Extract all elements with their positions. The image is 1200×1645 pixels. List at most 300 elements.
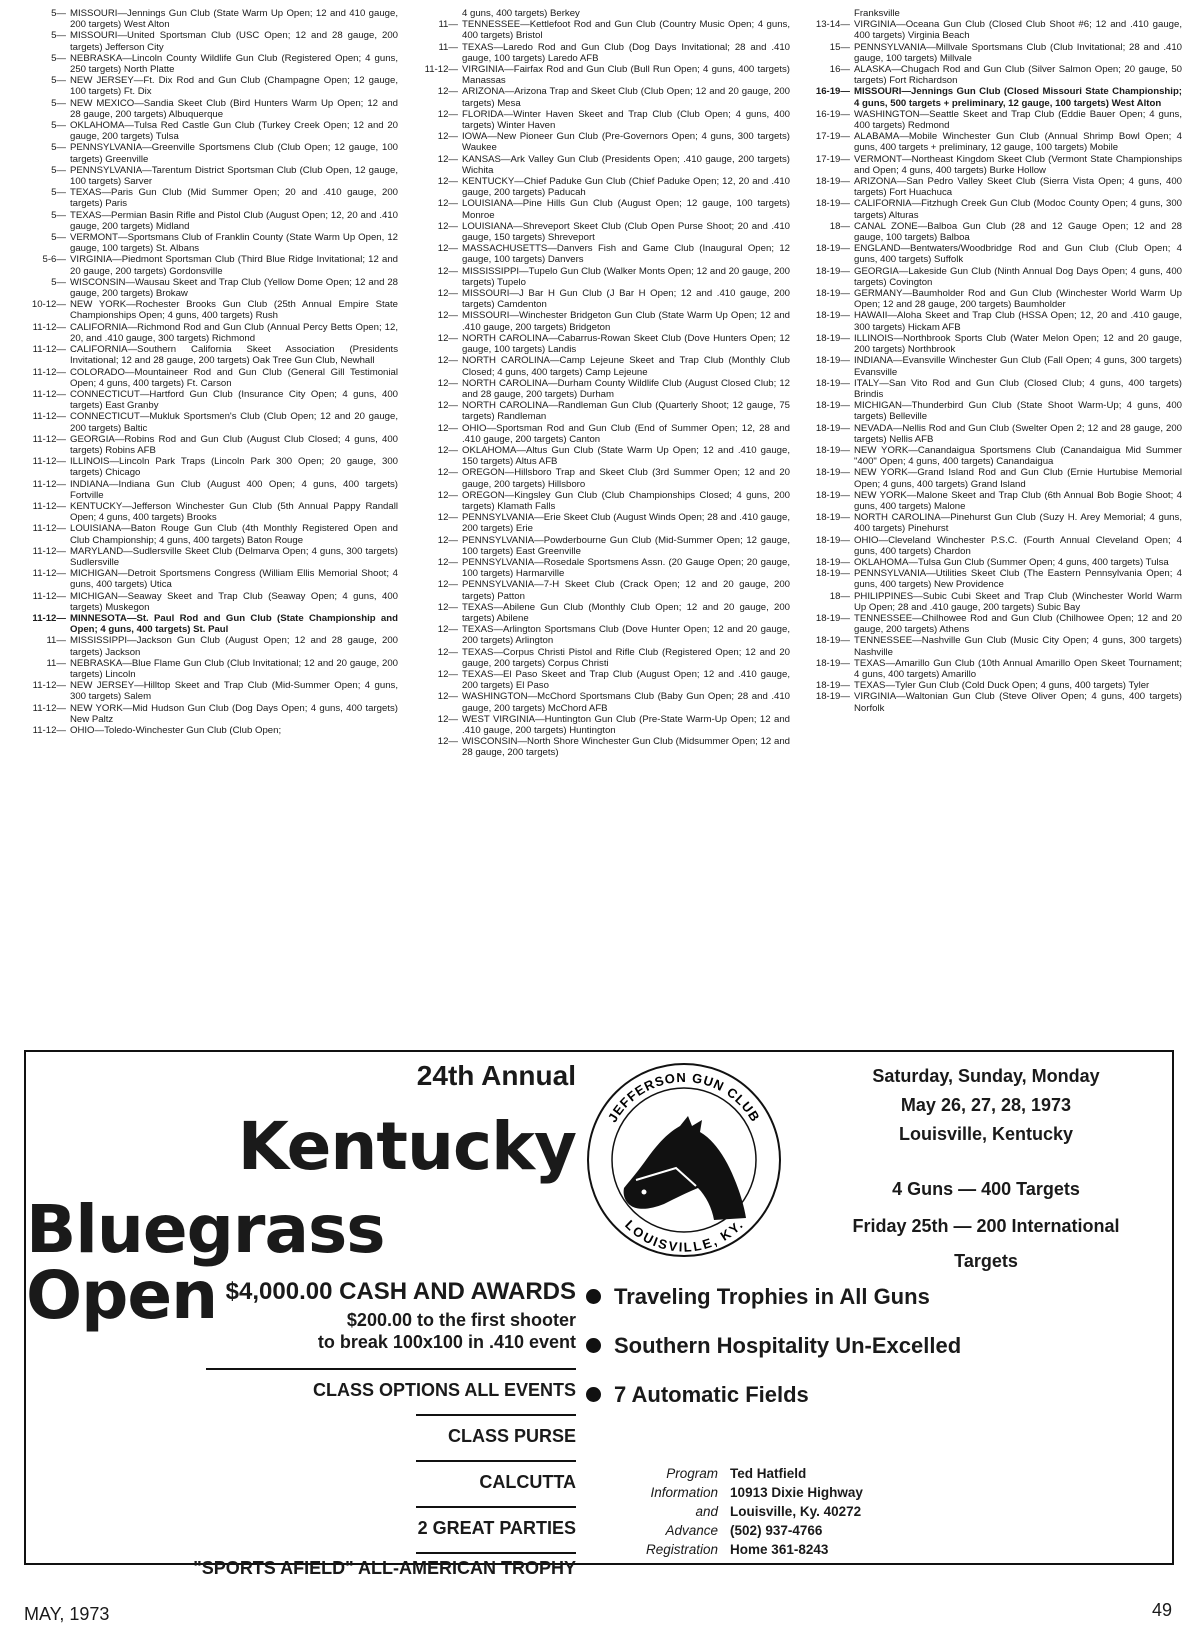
entry-date: 11-12—: [32, 545, 66, 557]
entry-date: 12—: [437, 108, 458, 120]
schedule-entry: [806, 221, 1182, 243]
entry-date: 11-12—: [32, 366, 66, 378]
entry-text: PENNSYLVANIA—Millvale Sportsmans Club (Club Invitational; 28 and .410 gauge, 100 targets) Millvale: [854, 41, 1182, 64]
schedule-entry: [806, 378, 1182, 400]
schedule-entry: [806, 680, 1182, 691]
ad-dates: May 26, 27, 28, 1973: [900, 1095, 1072, 1115]
entry-date: 5—: [51, 276, 66, 288]
entry-date: 11—: [438, 19, 458, 31]
schedule-entry: [22, 725, 398, 736]
entry-text: LOUISIANA—Baton Rouge Gun Club (4th Monthly Registered Open and Club Championship; 4 guns, 400 targets) Baton Rouge: [70, 523, 398, 546]
schedule-entry: [414, 490, 790, 512]
entry-text: TEXAS—El Paso Skeet and Trap Club (August Open; 12 and .410 gauge, 200 targets) El Paso: [462, 668, 790, 692]
ad-prize-line-1: $200.00 to the first shooter: [346, 1310, 576, 1330]
entry-date: 18—: [829, 590, 850, 602]
schedule-entry: [806, 288, 1182, 310]
entry-text: VIRGINIA—Fairfax Rod and Gun Club (Bull Run Open; 4 guns, 400 targets) Manassas: [462, 64, 790, 87]
schedule-entry: [414, 557, 790, 579]
schedule-entry: [806, 557, 1182, 568]
entry-text: CONNECTICUT—Mukluk Sportsmen's Club (Club Open; 12 and 20 gauge, 200 targets) Baltic: [70, 411, 398, 434]
schedule-entry: [22, 8, 398, 30]
entry-date: 18-19—: [815, 568, 850, 580]
schedule-entry: [806, 86, 1182, 108]
contact-label: Advance: [665, 1523, 719, 1538]
entry-date: 11-12—: [32, 500, 66, 512]
schedule-entry: [806, 355, 1182, 377]
entry-date: 18-19—: [815, 444, 850, 456]
entry-date: 5—: [51, 120, 66, 132]
contact-values: [730, 1464, 863, 1559]
entry-text: NEW JERSEY—Ft. Dix Rod and Gun Club (Champagne Open; 12 gauge, 100 targets) Ft. Dix: [70, 75, 398, 98]
entry-text: OREGON—Hillsboro Trap and Skeet Club (3rd Summer Open; 12 and 20 gauge, 200 targets) Hillsboro: [462, 467, 790, 490]
entry-date: 11—: [46, 657, 66, 669]
entry-date: 12—: [437, 131, 458, 143]
schedule-entry: [22, 254, 398, 276]
schedule-entry: [414, 154, 790, 176]
entry-text: TEXAS—Corpus Christi Pistol and Rifle Club (Registered Open; 12 and 20 gauge, 200 targets) Corpus Christi: [462, 646, 790, 669]
entry-date: 11-12—: [32, 680, 66, 692]
entry-date: 12—: [437, 355, 458, 367]
ad-guns-targets: 4 Guns — 400 Targets: [892, 1179, 1080, 1199]
entry-text: WEST VIRGINIA—Huntington Gun Club (Pre-State Warm-Up Open; 12 and .410 gauge, 200 targets) Huntington: [462, 713, 790, 736]
logo-bottom-text: LOUISVILLE, KY.: [622, 1217, 747, 1255]
entry-date: 11-12—: [32, 725, 66, 736]
schedule-entry: [22, 142, 398, 164]
entry-text: ARIZONA—San Pedro Valley Skeet Club (Sierra Vista Open; 4 guns, 400 targets) Fort Huachuca: [854, 176, 1182, 199]
schedule-entry: [806, 310, 1182, 332]
schedule-entry: [22, 30, 398, 52]
schedule-entry: [22, 232, 398, 254]
entry-date: 11-12—: [32, 321, 66, 333]
entry-text: WASHINGTON—Seattle Skeet and Trap Club (Eddie Bauer Open; 4 guns, 400 targets) Redmond: [854, 108, 1182, 132]
ad-divider: [206, 1368, 576, 1370]
bullet-icon: [586, 1338, 601, 1353]
entry-text: PENNSYLVANIA—Erie Skeet Club (August Winds Open; 28 and .410 gauge, 200 targets) Erie: [462, 512, 790, 535]
entry-date: 12—: [437, 198, 458, 210]
entry-text: NEW YORK—Canandaigua Sportsmens Club (Canandaigua Mid Summer "400" Open; 4 guns, 400 targets) Canandaigua: [854, 444, 1182, 468]
entry-date: 18-19—: [815, 467, 850, 479]
entry-date: 12—: [437, 624, 458, 636]
schedule-entry: [806, 154, 1182, 176]
entry-text: TENNESSEE—Chilhowee Rod and Gun Club (Chilhowee Open; 12 and 20 gauge, 200 targets) Athens: [854, 612, 1182, 636]
ad-option-trophy: "SPORTS AFIELD" ALL-AMERICAN TROPHY: [193, 1558, 576, 1578]
schedule-entry: [22, 456, 398, 478]
schedule-entry: [22, 479, 398, 501]
entry-text: NEW YORK—Mid Hudson Gun Club (Dog Days Open; 4 guns, 400 targets) New Paltz: [70, 702, 398, 725]
jefferson-gun-club-logo: [584, 1060, 784, 1260]
entry-date: 17-19—: [815, 153, 850, 165]
entry-date: 11—: [46, 635, 66, 647]
ad-divider: [416, 1552, 576, 1554]
entry-date: 12—: [437, 243, 458, 255]
entry-text: PENNSYLVANIA—Rosedale Sportsmens Assn. (20 Gauge Open; 20 gauge, 100 targets) Harmarville: [462, 556, 790, 580]
schedule-column-2: [414, 8, 790, 1023]
schedule-entry: [806, 691, 1182, 713]
entry-text: VERMONT—Northeast Kingdom Skeet Club (Vermont State Championships and Open; 4 guns, 400 targets) Burke Hollow: [854, 153, 1182, 176]
schedule-entry: [22, 299, 398, 321]
schedule-entry: [414, 198, 790, 220]
entry-text: TEXAS—Abilene Gun Club (Monthly Club Open; 12 and 20 gauge, 200 targets) Abilene: [462, 601, 790, 624]
entry-date: 18-19—: [815, 657, 850, 669]
entry-text: PENNSYLVANIA—Utilities Skeet Club (The Eastern Pennsylvania Open; 4 guns, 400 targets) New Providence: [854, 568, 1182, 591]
entry-text: TEXAS—Amarillo Gun Club (10th Annual Amarillo Open Skeet Tournament; 4 guns, 400 targets) Amarillo: [854, 657, 1182, 680]
entry-text: NEW YORK—Grand Island Rod and Gun Club (Ernie Hurtubise Memorial Open; 4 guns, 400 targets) Grand Island: [854, 467, 1182, 490]
entry-text: PENNSYLVANIA—Powderbourne Gun Club (Mid-Summer Open; 12 gauge, 100 targets) East Greenville: [462, 534, 790, 557]
entry-date: 5—: [51, 52, 66, 64]
entry-text: KENTUCKY—Jefferson Winchester Gun Club (5th Annual Pappy Randall Open; 4 guns, 400 targets) Brooks: [70, 500, 398, 524]
entry-text: OKLAHOMA—Tulsa Gun Club (Summer Open; 4 guns, 400 targets) Tulsa: [854, 556, 1169, 568]
entry-text: NEBRASKA—Blue Flame Gun Club (Club Invitational; 12 and 20 gauge, 200 targets) Lincoln: [70, 657, 398, 680]
schedule-entry: [806, 490, 1182, 512]
schedule-entry: [414, 355, 790, 377]
schedule-column-1: [22, 8, 398, 1023]
schedule-entry: [414, 333, 790, 355]
horse-head-icon: [624, 1116, 746, 1220]
entry-text: CALIFORNIA—Southern California Skeet Association (Presidents Invitational; 12 and 28 gauge, 200 targets) Oak Tree Gun Club, Newhall: [70, 344, 398, 367]
ad-title-kentucky: Kentucky: [237, 1108, 576, 1185]
entry-text: PHILIPPINES—Subic Cubi Skeet and Trap Club (Winchester World Warm Up Open; 28 and .410 gauge, 200 targets) Subic Bay: [854, 590, 1182, 613]
feature-item: [586, 1282, 1166, 1331]
schedule-entry: [806, 445, 1182, 467]
entry-date: 12—: [437, 310, 458, 322]
ad-friday-targets: Targets: [954, 1251, 1018, 1271]
entry-text: NEVADA—Nellis Rod and Gun Club (Swelter Open 2; 12 and 28 gauge, 200 targets) Nellis AFB: [854, 422, 1182, 445]
schedule-entry: [806, 131, 1182, 153]
schedule-entry: [22, 210, 398, 232]
schedule-entry: [806, 535, 1182, 557]
schedule-column-3: [806, 8, 1182, 1023]
schedule-entry: [22, 53, 398, 75]
schedule-entry: [414, 8, 790, 19]
schedule-entry: [414, 266, 790, 288]
ad-title-bluegrass-open: Bluegrass Open: [26, 1191, 385, 1334]
schedule-entry: [22, 411, 398, 433]
entry-date: 16—: [829, 64, 850, 76]
entry-date: 16-19—: [815, 108, 850, 120]
schedule-entry: [22, 165, 398, 187]
entry-text: ENGLAND—Bentwaters/Woodbridge Rod and Gun Club (Club Open; 4 guns, 400 targets) Suffolk: [854, 243, 1182, 266]
ad-option-parties: 2 GREAT PARTIES: [417, 1518, 576, 1538]
schedule-entry: [22, 322, 398, 344]
schedule-entry: [22, 591, 398, 613]
contact-label: Information: [650, 1485, 719, 1500]
entry-text: ILLINOIS—Northbrook Sports Club (Water Melon Open; 12 and 20 gauge, 200 targets) Northbrook: [854, 332, 1182, 356]
schedule-entry: [414, 400, 790, 422]
entry-text: WISCONSIN—Wausau Skeet and Trap Club (Yellow Dome Open; 12 and 28 gauge, 200 targets) Brokaw: [70, 276, 398, 300]
entry-date: 12—: [437, 422, 458, 434]
entry-text: INDIANA—Evansville Winchester Gun Club (Fall Open; 4 guns, 300 targets) Evansville: [854, 355, 1182, 378]
entry-date: 18-19—: [815, 176, 850, 188]
schedule-entry: [414, 736, 790, 758]
ad-option-calcutta: CALCUTTA: [479, 1472, 576, 1492]
entry-text: ALASKA—Chugach Rod and Gun Club (Silver Salmon Open; 20 gauge, 50 targets) Fort Richardson: [854, 64, 1182, 87]
schedule-entry: [22, 680, 398, 702]
entry-date: 18-19—: [815, 332, 850, 344]
entry-date: 16-19—: [815, 86, 850, 98]
page-number: 49: [1151, 1600, 1172, 1620]
schedule-entry: [414, 310, 790, 332]
schedule-entry: [806, 400, 1182, 422]
schedule-entry: [806, 64, 1182, 86]
entry-text: CALIFORNIA—Fitzhugh Creek Gun Club (Modoc County Open; 4 guns, 300 targets) Alturas: [854, 198, 1182, 221]
entry-text: OKLAHOMA—Tulsa Red Castle Gun Club (Turkey Creek Open; 12 and 20 gauge, 200 targets) Tulsa: [70, 120, 398, 143]
entry-date: 18-19—: [815, 489, 850, 501]
entry-date: 12—: [437, 467, 458, 479]
schedule-entry: [22, 120, 398, 142]
entry-date: 15—: [829, 41, 850, 53]
entry-text: ALABAMA—Mobile Winchester Gun Club (Annual Shrimp Bowl Open; 4 guns, 400 targets + preliminary, 12 gauge, 100 targets) Mobile: [854, 131, 1182, 154]
bullet-icon: [586, 1387, 601, 1402]
schedule-entry: [414, 423, 790, 445]
entry-text: NEW JERSEY—Hilltop Skeet and Trap Club (Mid-Summer Open; 4 guns, 300 targets) Salem: [70, 680, 398, 703]
entry-date: 12—: [437, 400, 458, 412]
entry-text: NORTH CAROLINA—Durham County Wildlife Club (August Closed Club; 12 and 28 gauge, 200 targets) Durham: [462, 377, 790, 400]
entry-date: 12—: [437, 668, 458, 680]
entry-text: 4 guns, 400 targets) Berkey: [462, 8, 580, 19]
entry-date: 18-19—: [815, 691, 850, 703]
entry-text: MISSISSIPPI—Tupelo Gun Club (Walker Monts Open; 12 and 20 gauge, 200 targets) Tupelo: [462, 265, 790, 288]
entry-date: 18—: [829, 220, 850, 232]
entry-text: MISSISSIPPI—Jackson Gun Club (August Open; 12 and 28 gauge, 200 targets) Jackson: [70, 635, 398, 658]
entry-date: 5—: [51, 209, 66, 221]
entry-date: 11-12—: [32, 388, 66, 400]
entry-date: 12—: [437, 220, 458, 232]
schedule-entry: [22, 613, 398, 635]
entry-date: 18-19—: [815, 243, 850, 255]
entry-text: TEXAS—Permian Basin Rifle and Pistol Club (August Open; 12, 20 and .410 gauge, 200 targets) Midland: [70, 209, 398, 232]
ad-divider: [416, 1460, 576, 1462]
entry-date: 12—: [437, 86, 458, 98]
bullet-icon: [586, 1289, 601, 1304]
entry-date: 12—: [437, 691, 458, 703]
entry-date: 11-12—: [32, 612, 66, 624]
entry-date: 11-12—: [32, 702, 66, 714]
entry-text: ITALY—San Vito Rod and Gun Club (Closed Club; 4 guns, 400 targets) Brindis: [854, 377, 1182, 400]
entry-date: 5—: [51, 97, 66, 109]
schedule-entry: [22, 389, 398, 411]
contact-label: and: [695, 1504, 719, 1519]
entry-date: 10-12—: [31, 299, 66, 311]
entry-date: 12—: [437, 736, 458, 748]
entry-date: 12—: [437, 377, 458, 389]
contact-value: (502) 937-4766: [730, 1523, 823, 1538]
entry-date: 18-19—: [815, 512, 850, 524]
schedule-entry: [22, 434, 398, 456]
entry-date: 12—: [437, 265, 458, 277]
feature-item: [586, 1331, 1166, 1380]
entry-date: 12—: [437, 444, 458, 456]
schedule-entry: [414, 467, 790, 489]
ad-annual: 24th Annual: [416, 1060, 576, 1091]
entry-text: WISCONSIN—North Shore Winchester Gun Club (Midsummer Open; 12 and 28 gauge, 200 targets): [462, 736, 790, 759]
schedule-entry: [22, 501, 398, 523]
ad-event-info: [806, 1052, 1166, 1276]
entry-text: TENNESSEE—Kettlefoot Rod and Gun Club (Country Music Open; 4 guns, 400 targets) Bristol: [462, 19, 790, 42]
schedule-entry: [414, 288, 790, 310]
ad-divider: [416, 1414, 576, 1416]
schedule-entry: [414, 86, 790, 108]
entry-date: 18-19—: [815, 355, 850, 367]
contact-value: Louisville, Ky. 40272: [730, 1504, 862, 1519]
schedule-entry: [414, 19, 790, 41]
entry-text: TEXAS—Arlington Sportsmans Club (Dove Hunter Open; 12 and 20 gauge, 200 targets) Arlington: [462, 624, 790, 647]
schedule-entry: [806, 635, 1182, 657]
entry-text: MISSOURI—J Bar H Gun Club (J Bar H Open; 12 and .410 gauge, 200 targets) Camdenton: [462, 288, 790, 311]
schedule-entry: [414, 445, 790, 467]
entry-text: WASHINGTON—McChord Sportsmans Club (Baby Gun Open; 28 and .410 gauge, 200 targets) McChord AFB: [462, 691, 790, 714]
schedule-entry: [414, 602, 790, 624]
entry-text: COLORADO—Mountaineer Rod and Gun Club (General Gill Testimonial Open; 4 guns, 400 targets) Ft. Carson: [70, 366, 398, 389]
advertisement-box: [24, 1050, 1174, 1578]
entry-date: 11-12—: [32, 433, 66, 445]
entry-text: FLORIDA—Winter Haven Skeet and Trap Club (Club Open; 4 guns, 400 targets) Winter Haven: [462, 108, 790, 132]
contact-label: Program: [666, 1466, 719, 1481]
schedule-entry: [414, 535, 790, 557]
entry-text: TEXAS—Paris Gun Club (Mid Summer Open; 20 and .410 gauge, 200 targets) Paris: [70, 187, 398, 210]
schedule-entry: [22, 75, 398, 97]
footer-date: MAY, 1973: [24, 1604, 110, 1624]
ad-prize-line-2: to break 100x100 in .410 event: [317, 1332, 576, 1352]
entry-date: 11-12—: [32, 411, 66, 423]
schedule-entry: [806, 198, 1182, 220]
entry-date: 12—: [437, 713, 458, 725]
entry-text: NORTH CAROLINA—Cabarrus-Rowan Skeet Club (Dove Hunters Open; 12 gauge, 100 targets) Landis: [462, 332, 790, 356]
entry-text: OHIO—Toledo-Winchester Gun Club (Club Open;: [70, 725, 282, 736]
schedule-entry: [806, 19, 1182, 41]
feature-text: 7 Automatic Fields: [614, 1382, 809, 1407]
entry-date: 12—: [437, 489, 458, 501]
entry-date: 18-19—: [815, 288, 850, 300]
entry-text: NEW MEXICO—Sandia Skeet Club (Bird Hunters Warm Up Open; 12 and 28 gauge, 200 targets) Albuquerque: [70, 97, 398, 120]
schedule-entry: [414, 669, 790, 691]
entry-text: NORTH CAROLINA—Camp Lejeune Skeet and Trap Club (Monthly Club Closed; 4 guns, 400 targets) Camp Lejeune: [462, 355, 790, 378]
entry-text: KENTUCKY—Chief Paduke Gun Club (Chief Paduke Open; 12, 20 and .410 gauge, 200 targets) Paducah: [462, 176, 790, 199]
entry-text: ILLINOIS—Lincoln Park Traps (Lincoln Park 300 Open; 20 gauge, 300 targets) Chicago: [70, 456, 398, 479]
entry-text: TEXAS—Laredo Rod and Gun Club (Dog Days Invitational; 28 and .410 gauge, 100 targets) Laredo AFB: [462, 41, 790, 64]
schedule-entry: [806, 176, 1182, 198]
entry-date: 12—: [437, 176, 458, 188]
schedule-entry: [806, 109, 1182, 131]
svg-text:LOUISVILLE, KY.: [622, 1217, 746, 1255]
schedule-entry: [414, 131, 790, 153]
entry-text: OREGON—Kingsley Gun Club (Club Championships Closed; 4 guns, 200 targets) Klamath Falls: [462, 489, 790, 512]
entry-text: MISSOURI—Jennings Gun Club (State Warm Up Open; 12 and 410 gauge, 200 targets) West Alton: [70, 8, 398, 31]
entry-text: OHIO—Sportsman Rod and Gun Club (End of Summer Open; 12, 28 and .410 gauge, 200 targets) Canton: [462, 422, 790, 445]
entry-text: MISSOURI—Winchester Bridgeton Gun Club (State Warm Up Open; 12 and .410 gauge, 200 targets) Bridgeton: [462, 310, 790, 333]
entry-date: 5—: [51, 8, 66, 19]
entry-text: IOWA—New Pioneer Gun Club (Pre-Governors Open; 4 guns, 300 targets) Waukee: [462, 131, 790, 154]
entry-date: 5—: [51, 164, 66, 176]
entry-text: GEORGIA—Robins Rod and Gun Club (August Club Closed; 4 guns, 400 targets) Robins AFB: [70, 433, 398, 456]
entry-text: PENNSYLVANIA—Tarentum District Sportsman Club (Club Open, 12 gauge, 100 targets) Sarver: [70, 164, 398, 188]
entry-date: 18-19—: [815, 612, 850, 624]
entry-text: OHIO—Cleveland Winchester P.S.C. (Fourth Annual Cleveland Open; 4 guns, 400 targets) Chardon: [854, 534, 1182, 557]
entry-date: 18-19—: [815, 377, 850, 389]
entry-text: VIRGINIA—Oceana Gun Club (Closed Club Shoot #6; 12 and .410 gauge, 400 targets) Virginia Beach: [854, 19, 1182, 42]
entry-text: NORTH CAROLINA—Randleman Gun Club (Quarterly Shoot; 12 gauge, 75 targets) Randleman: [462, 400, 790, 423]
entry-date: 18-19—: [815, 400, 850, 412]
entry-text: VERMONT—Sportsmans Club of Franklin County (State Warm Up Open, 12 gauge, 100 targets) St. Albans: [70, 232, 398, 255]
schedule-entry: [414, 109, 790, 131]
schedule-entry: [22, 658, 398, 680]
ad-contact-info: [646, 1464, 863, 1559]
entry-date: 12—: [437, 646, 458, 658]
entry-text: INDIANA—Indiana Gun Club (August 400 Open; 4 guns, 400 targets) Fortville: [70, 478, 398, 501]
entry-text: MARYLAND—Sudlersville Skeet Club (Delmarva Open; 4 guns, 300 targets) Sudlersville: [70, 545, 398, 568]
svg-text:JEFFERSON GUN CLUB: [605, 1070, 763, 1125]
schedule-entry: [414, 647, 790, 669]
entry-text: VIRGINIA—Waltonian Gun Club (Steve Oliver Open; 4 guns, 400 targets) Norfolk: [854, 691, 1182, 714]
schedule-entry: [414, 221, 790, 243]
ad-left-panel: [26, 1052, 576, 1578]
contact-value: Ted Hatfield: [730, 1466, 807, 1481]
entry-date: 18-19—: [815, 310, 850, 322]
entry-text: CANAL ZONE—Balboa Gun Club (28 and 12 Gauge Open; 12 and 28 gauge, 100 targets) Balboa: [854, 220, 1182, 244]
ad-days: Saturday, Sunday, Monday: [872, 1066, 1100, 1086]
entry-date: 11-12—: [32, 590, 66, 602]
entry-date: 5—: [51, 142, 66, 154]
ad-friday-international: Friday 25th — 200 International: [852, 1216, 1120, 1236]
schedule-entry: [806, 512, 1182, 534]
contact-value: 10913 Dixie Highway: [730, 1485, 863, 1500]
schedule-entry: [806, 613, 1182, 635]
entry-text: CONNECTICUT—Hartford Gun Club (Insurance City Open; 4 guns, 400 targets) East Granby: [70, 388, 398, 412]
contact-labels: [646, 1464, 718, 1559]
schedule-entry: [414, 176, 790, 198]
schedule-entry: [806, 591, 1182, 613]
entry-date: 11-12—: [32, 344, 66, 356]
feature-text: Traveling Trophies in All Guns: [614, 1284, 930, 1309]
entry-date: 18-19—: [815, 198, 850, 210]
entry-text: KANSAS—Ark Valley Gun Club (Presidents Open; .410 gauge, 200 targets) Wichita: [462, 153, 790, 176]
ad-cash-awards: $4,000.00 CASH AND AWARDS: [225, 1278, 576, 1305]
entry-text: MISSOURI—Jennings Gun Club (Closed Missouri State Championship; 4 guns, 500 targets + preliminary, 12 gauge, 100 targets) West Alton: [854, 86, 1182, 109]
schedule-entry: [414, 579, 790, 601]
entry-text: TEXAS—Tyler Gun Club (Cold Duck Open; 4 guns, 400 targets) Tyler: [854, 680, 1150, 692]
entry-date: 18-19—: [815, 556, 850, 568]
feature-text: Southern Hospitality Un-Excelled: [614, 1333, 962, 1358]
entry-date: 18-19—: [815, 422, 850, 434]
entry-text: MICHIGAN—Thunderbird Gun Club (State Shoot Warm-Up; 4 guns, 400 targets) Belleville: [854, 400, 1182, 423]
entry-date: 11-12—: [424, 64, 458, 76]
schedule-entry: [414, 624, 790, 646]
entry-text: PENNSYLVANIA—7-H Skeet Club (Crack Open; 12 and 20 gauge, 200 targets) Patton: [462, 579, 790, 602]
entry-date: 11-12—: [32, 523, 66, 535]
schedule-columns: [22, 8, 1182, 1023]
schedule-entry: [22, 568, 398, 590]
entry-date: 5-6—: [42, 254, 66, 266]
entry-date: 5—: [51, 187, 66, 199]
entry-text: MISSOURI—United Sportsman Club (USC Open; 12 and 28 gauge, 200 targets) Jefferson City: [70, 30, 398, 53]
schedule-entry: [22, 277, 398, 299]
entry-text: CALIFORNIA—Richmond Rod and Gun Club (Annual Percy Betts Open; 12, 20, and .410 gauge, 300 targets) Richmond: [70, 321, 398, 344]
entry-text: GEORGIA—Lakeside Gun Club (Ninth Annual Dog Days Open; 4 guns, 400 targets) Covington: [854, 265, 1182, 288]
entry-text: PENNSYLVANIA—Greenville Sportsmens Club (Club Open; 12 gauge, 100 targets) Greenville: [70, 142, 398, 165]
entry-text: ARIZONA—Arizona Trap and Skeet Club (Club Open; 12 and 20 gauge, 200 targets) Mesa: [462, 86, 790, 109]
entry-text: TENNESSEE—Nashville Gun Club (Music City Open; 4 guns, 300 targets) Nashville: [854, 635, 1182, 658]
entry-text: NEW YORK—Malone Skeet and Trap Club (6th Annual Bob Bogie Shoot; 4 guns, 400 targets) Malone: [854, 489, 1182, 512]
schedule-entry: [806, 467, 1182, 489]
schedule-entry: [22, 98, 398, 120]
schedule-entry: [806, 423, 1182, 445]
entry-date: 12—: [437, 534, 458, 546]
entry-date: 12—: [437, 332, 458, 344]
entry-date: 18-19—: [815, 265, 850, 277]
schedule-entry: [22, 187, 398, 209]
ad-divider: [416, 1506, 576, 1508]
entry-date: 11-12—: [32, 478, 66, 490]
entry-date: 12—: [437, 556, 458, 568]
